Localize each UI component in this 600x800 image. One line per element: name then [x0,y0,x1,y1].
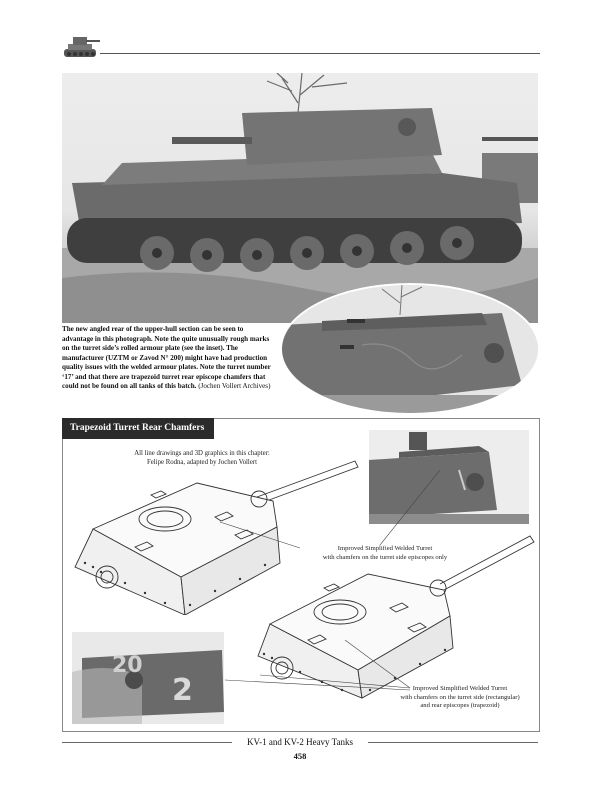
upper-label-line2: with chamfers on the turret side episcopes only [322,553,448,561]
page-number: 458 [293,751,307,761]
upper-label-line1: Improved Simplified Welded Turret [337,545,433,552]
lower-drawing-label [380,685,540,711]
caption-text: The new angled rear of the upper-hull section can be seen to advantage in this photograph. Note the quite unusually rough marks on the turret side’s rolled armour plate (see the inset). The manufacturer (UZTM or Zavod N° 200) might have had production quality issues with the welded armour plates. Note the turret number ‘17’ and that there are trapezoid turret rear episcope chamfers that could not be found on all tanks of this batch. [62,325,271,390]
svg-text:20: 20 [112,653,143,678]
svg-text:2: 2 [172,673,193,708]
lower-label-line1: Improved Simplified Welded Turret [412,685,508,692]
lower-label-line3: and rear episcopes (trapezoid) [420,702,500,709]
section-title: Trapezoid Turret Rear Chamfers [62,418,214,439]
footer-title: KV-1 and KV-2 Heavy Tanks [246,737,354,747]
drawing-credit-line1: All line drawings and 3D graphics in this chapter: [134,450,270,457]
caption-credit: (Jochen Vollert Archives) [196,382,271,390]
lower-label-line2: with chamfers on the turret side (rectangular) [400,693,520,701]
drawing-credit-line2: Felipe Rodna, adapted by Jochen Vollert [147,459,257,466]
